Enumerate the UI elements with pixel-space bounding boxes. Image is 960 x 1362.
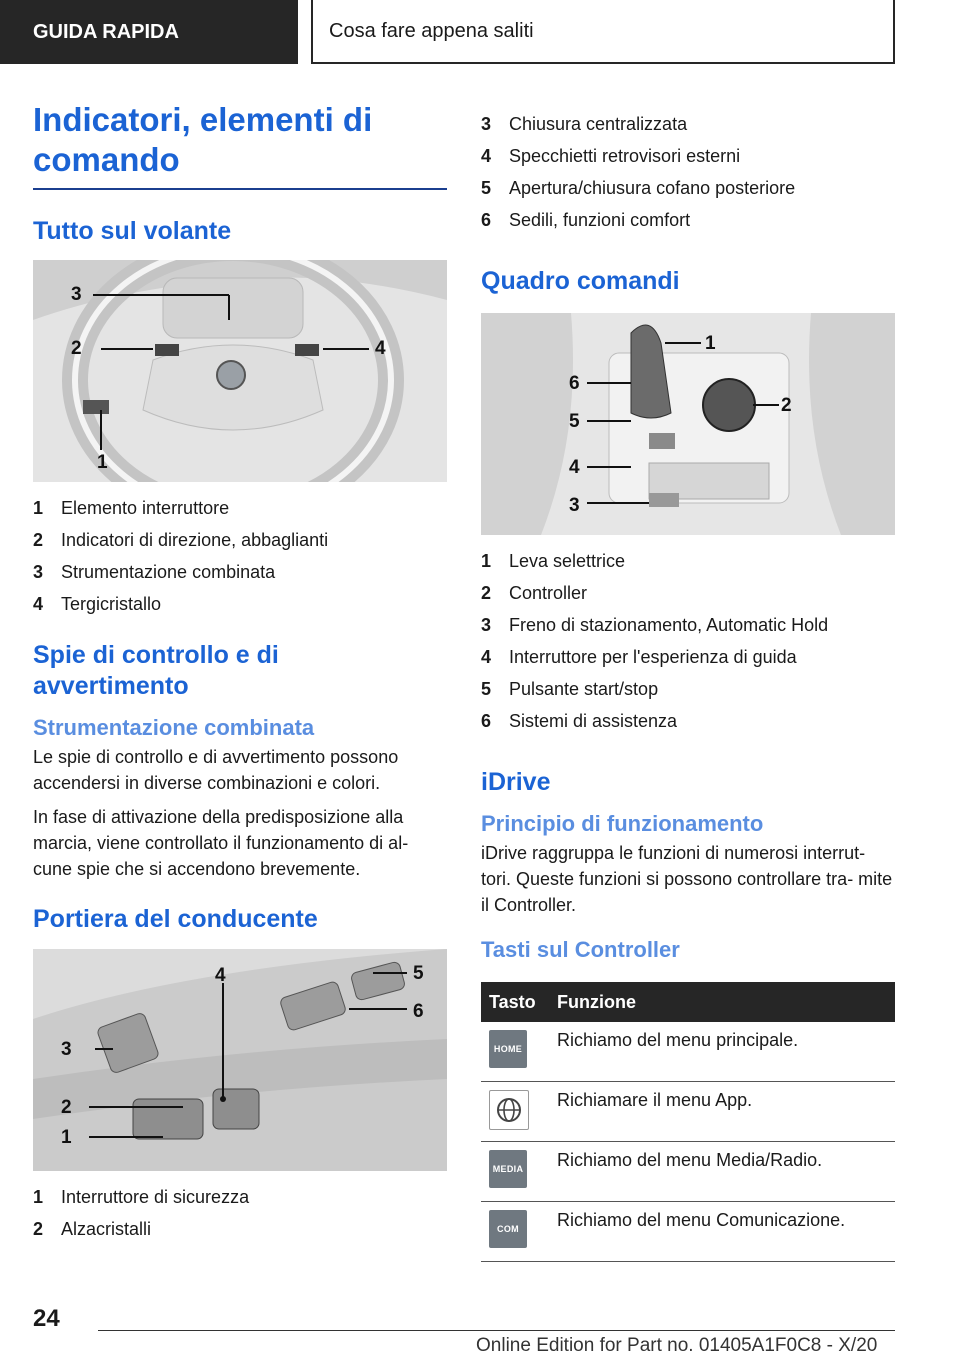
page-title: Indicatori, elementi di comando <box>33 100 447 190</box>
left-column <box>33 100 447 1245</box>
list-item: 4 Tergicristallo <box>33 594 162 614</box>
media-key-icon: MEDIA <box>489 1150 527 1188</box>
col-key-header: Tasto <box>481 982 549 1022</box>
controller-keys-heading: Tasti sul Controller <box>481 937 680 962</box>
svg-text:4: 4 <box>375 338 386 359</box>
svg-text:3: 3 <box>71 284 82 305</box>
right-column <box>481 108 895 1262</box>
svg-text:2: 2 <box>61 1097 72 1118</box>
svg-text:1: 1 <box>61 1127 72 1148</box>
svg-text:5: 5 <box>569 411 580 432</box>
svg-text:6: 6 <box>413 1001 424 1022</box>
door-panel-drawing <box>33 949 447 1171</box>
list-item: 6 Sedili, funzioni comfort <box>481 210 691 230</box>
idrive-paragraph: iDrive raggruppa le funzioni di numerosi interrut- tori. Queste funzioni si possono controllare tra- mite il Controller. <box>481 843 893 915</box>
center-console-image <box>481 313 895 535</box>
svg-text:6: 6 <box>569 373 580 394</box>
list-item: 2 Controller <box>481 583 588 603</box>
warning-heading: Spie di controllo e di avvertimento <box>33 641 279 700</box>
footer-divider <box>98 1330 895 1331</box>
console-legend <box>481 545 895 737</box>
door-panel-image <box>33 949 447 1171</box>
steering-wheel-drawing <box>33 260 447 482</box>
svg-text:5: 5 <box>413 963 424 984</box>
table-row: MEDIA Richiamo del menu Media/Radio. <box>481 1142 895 1202</box>
svg-text:3: 3 <box>61 1039 72 1060</box>
list-item: 5 Apertura/chiusura cofano posteriore <box>481 178 796 198</box>
page-header <box>0 0 960 66</box>
home-key-icon: HOME <box>489 1030 527 1068</box>
door-legend-part2 <box>481 108 895 236</box>
list-item: 2 Indicatori di direzione, abbaglianti <box>33 530 329 550</box>
controller-keys-table <box>481 982 895 1262</box>
table-row: COM Richiamo del menu Comunicazione. <box>481 1202 895 1262</box>
section-label: GUIDA RAPIDA <box>0 0 298 64</box>
com-key-icon: COM <box>489 1210 527 1248</box>
list-item: 1 Interruttore di sicurezza <box>33 1187 250 1207</box>
center-console-drawing <box>481 313 895 535</box>
page-number: 24 <box>33 1305 60 1332</box>
table-header-row <box>481 982 895 1022</box>
svg-text:2: 2 <box>781 395 792 416</box>
list-item: 1 Leva selettrice <box>481 551 626 571</box>
svg-text:4: 4 <box>215 965 226 986</box>
edition-note: Online Edition for Part no. 01405A1F0C8 - X/20 <box>476 1335 878 1356</box>
table-row: HOME Richiamo del menu principale. <box>481 1022 895 1082</box>
list-item: 6 Sistemi di assistenza <box>481 711 678 731</box>
list-item: 1 Elemento interruttore <box>33 498 230 518</box>
globe-app-key-icon <box>489 1090 529 1130</box>
steering-legend <box>33 492 447 620</box>
door-legend-part1 <box>33 1181 447 1245</box>
list-item: 3 Freno di stazionamento, Automatic Hold <box>481 615 829 635</box>
steering-wheel-image <box>33 260 447 482</box>
svg-text:1: 1 <box>97 452 108 473</box>
list-item: 3 Chiusura centralizzata <box>481 114 688 134</box>
list-item: 2 Alzacristalli <box>33 1219 152 1239</box>
warning-subheading: Strumentazione combinata <box>33 715 315 740</box>
list-item: 3 Strumentazione combinata <box>33 562 276 582</box>
idrive-heading: iDrive <box>481 768 551 796</box>
door-heading: Portiera del conducente <box>33 905 318 933</box>
table-row: Richiamare il menu App. <box>481 1082 895 1142</box>
warning-paragraph-2: In fase di attivazione della predisposizione alla marcia, viene controllato il funzionamento di al- cune spie che si accendono brevemente. <box>33 807 409 879</box>
list-item: 4 Interruttore per l'esperienza di guida <box>481 647 797 667</box>
col-function-header: Funzione <box>549 982 895 1022</box>
svg-text:4: 4 <box>569 457 580 478</box>
svg-text:3: 3 <box>569 495 580 516</box>
list-item: 4 Specchietti retrovisori esterni <box>481 146 741 166</box>
chapter-label: Cosa fare appena saliti <box>311 0 895 64</box>
svg-text:1: 1 <box>705 333 716 354</box>
steering-heading: Tutto sul volante <box>33 217 232 245</box>
console-heading: Quadro comandi <box>481 267 680 295</box>
idrive-subheading: Principio di funzionamento <box>481 811 764 836</box>
svg-text:2: 2 <box>71 338 82 359</box>
warning-paragraph-1: Le spie di controllo e di avvertimento possono accendersi in diverse combinazioni e colori. <box>33 747 399 793</box>
list-item: 5 Pulsante start/stop <box>481 679 659 699</box>
